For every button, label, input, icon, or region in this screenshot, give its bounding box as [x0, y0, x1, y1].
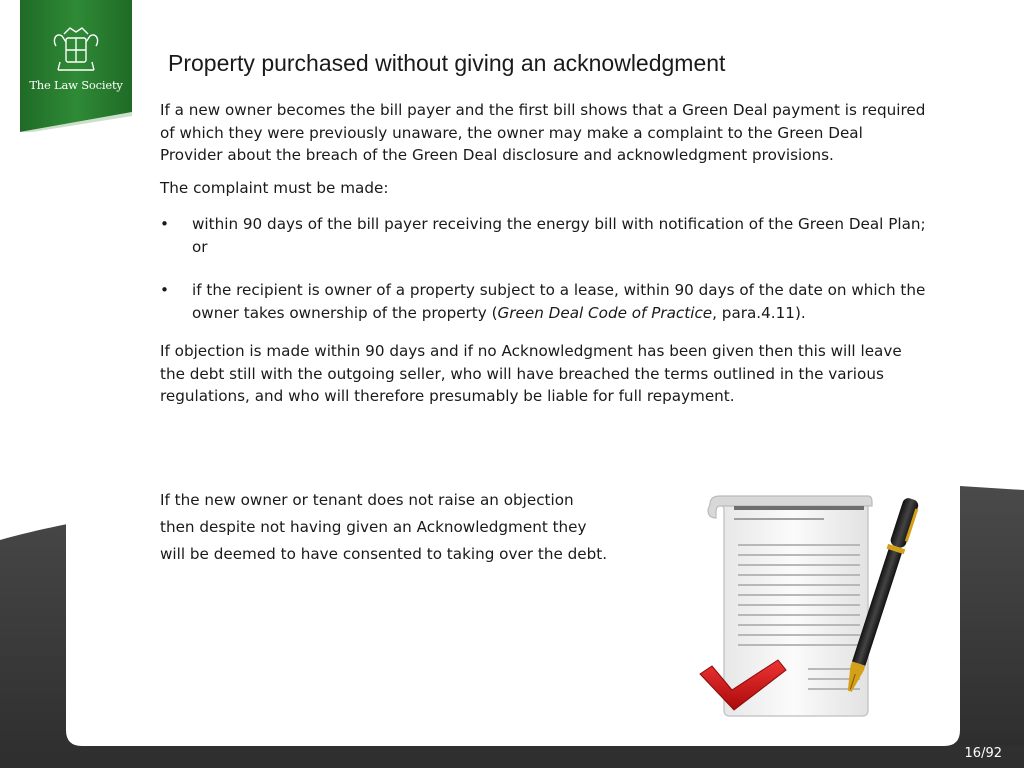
- closing-paragraph: [160, 487, 680, 568]
- citation: Green Deal Code of Practice: [497, 303, 713, 322]
- closing-line: will be deemed to have consented to taking over the debt.: [160, 545, 608, 563]
- list-item: [160, 213, 930, 258]
- scroll-document-icon: [708, 496, 872, 716]
- slide-body: [160, 99, 930, 408]
- bullet-mark: •: [160, 281, 169, 299]
- objection-paragraph: If objection is made within 90 days and if no Acknowledgment has been given then this will leave the debt still with the outgoing seller, who will have breached the terms outlined in the various regulations, and who will therefore presumably be liable for full repayment.: [160, 342, 902, 405]
- complaint-intro: The complaint must be made:: [160, 178, 389, 197]
- bullet-mark: •: [160, 215, 169, 233]
- closing-line: If the new owner or tenant does not raise an objection: [160, 491, 574, 509]
- document-signing-illustration: [690, 488, 930, 724]
- closing-line: then despite not having given an Acknowledgment they: [160, 518, 587, 536]
- law-society-logo: [20, 0, 132, 132]
- slide-title: Property purchased without giving an acknowledgment: [168, 50, 726, 76]
- condition-text-end: , para.4.11).: [712, 303, 806, 322]
- logo-text: The Law Society: [29, 78, 123, 92]
- intro-paragraph: If a new owner becomes the bill payer and the first bill shows that a Green Deal payment is required of which they were previously unaware, the owner may make a complaint to the Green Deal Provider about the breach of the Green Deal disclosure and acknowledgment provisions.: [160, 101, 926, 164]
- condition-text: if the recipient is owner of a property subject to a lease, within 90 days of the date on which the owner takes ownership of the property (: [192, 281, 926, 322]
- condition-text: within 90 days of the bill payer receiving the energy bill with notification of the Green Deal Plan; or: [192, 215, 926, 256]
- complaint-conditions-list: [160, 213, 930, 324]
- page-number: 16/92: [964, 746, 1002, 761]
- list-item: [160, 279, 930, 324]
